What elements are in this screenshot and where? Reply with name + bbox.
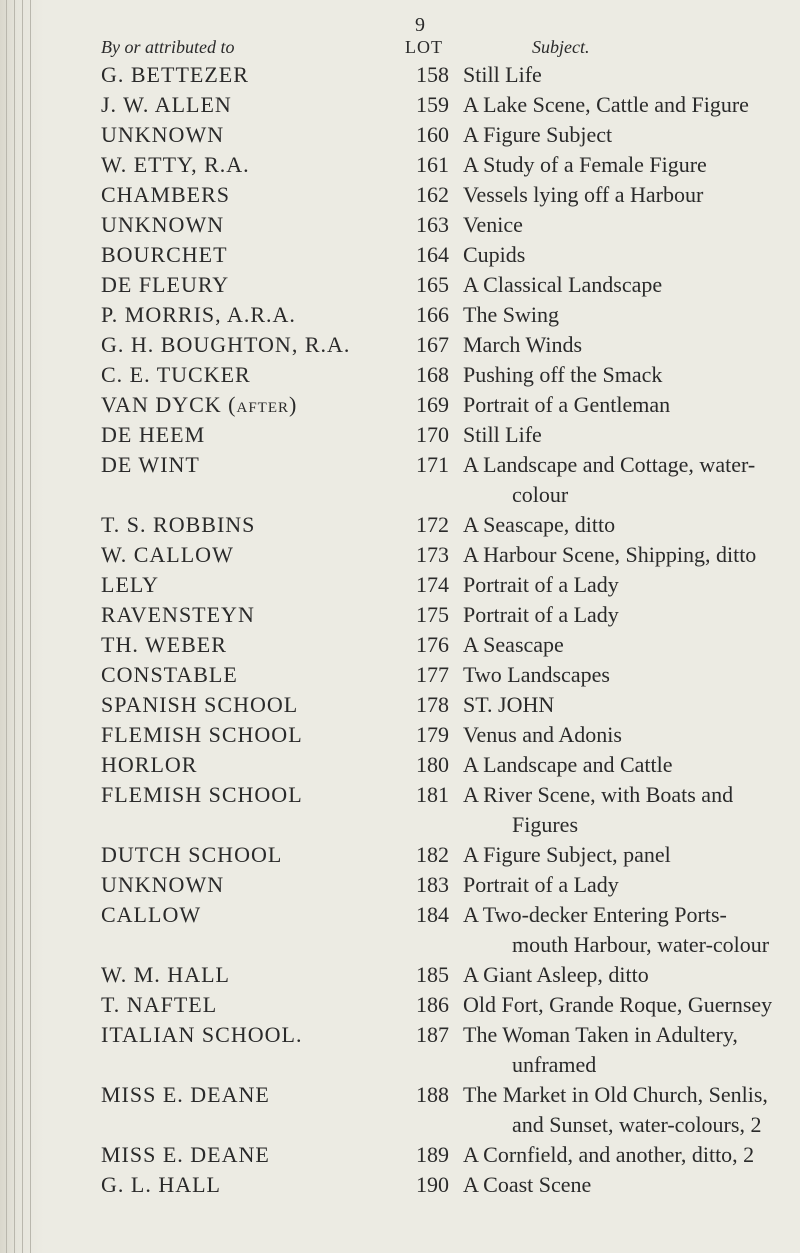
lot-artist	[101, 600, 411, 630]
lot-artist-text: DE HEEM	[101, 422, 206, 447]
lot-subject: Still Life	[463, 62, 542, 87]
lot-artist	[101, 720, 411, 750]
lot-artist	[101, 270, 411, 300]
lot-subject: The Swing	[463, 302, 559, 327]
lot-number: 160	[416, 122, 449, 147]
lot-row	[0, 420, 800, 450]
lot-number: 176	[416, 632, 449, 657]
lot-subject-continuation: unframed	[512, 1052, 597, 1077]
lot-subject: A River Scene, with Boats and	[463, 782, 734, 807]
lot-artist-text: W. CALLOW	[101, 542, 234, 567]
lot-artist-text: CALLOW	[101, 902, 202, 927]
lot-subject-continuation: Figures	[512, 812, 578, 837]
page-number: 9	[415, 14, 425, 36]
lot-artist-text: RAVENSTEYN	[101, 602, 255, 627]
lot-number: 183	[416, 872, 449, 897]
lot-subject-continuation: and Sunset, water-colours, 2	[512, 1112, 762, 1137]
lot-row	[0, 240, 800, 270]
lot-number: 177	[416, 662, 449, 687]
lot-artist-text: DE WINT	[101, 452, 200, 477]
lot-artist-text: W. ETTY, R.A.	[101, 152, 250, 177]
lot-artist-text: CONSTABLE	[101, 662, 238, 687]
lot-row	[0, 870, 800, 900]
lot-number: 159	[416, 92, 449, 117]
lot-artist	[101, 750, 411, 780]
lot-row	[0, 150, 800, 180]
lot-subject: A Landscape and Cattle	[463, 752, 673, 777]
lot-subject: Cupids	[463, 242, 526, 267]
lot-artist	[101, 90, 411, 120]
lot-artist	[101, 300, 411, 330]
lot-subject: Venice	[463, 212, 523, 237]
lot-artist-text: VAN DYCK (after)	[101, 392, 298, 417]
lot-number: 175	[416, 602, 449, 627]
lot-row	[0, 1170, 800, 1200]
lot-number: 184	[416, 902, 449, 927]
lot-number: 166	[416, 302, 449, 327]
lot-number: 158	[416, 62, 449, 87]
header-lot: LOT	[405, 37, 443, 57]
lot-subject: Portrait of a Lady	[463, 602, 619, 627]
lot-row	[0, 630, 800, 660]
lot-artist-text: T. NAFTEL	[101, 992, 218, 1017]
lot-number: 169	[416, 392, 449, 417]
lot-artist	[101, 870, 411, 900]
lot-row	[0, 180, 800, 210]
lot-artist	[101, 240, 411, 270]
lot-number: 182	[416, 842, 449, 867]
lot-row	[0, 300, 800, 330]
lot-artist	[101, 1140, 411, 1170]
lot-subject: Portrait of a Lady	[463, 872, 619, 897]
lot-subject: A Figure Subject, panel	[463, 842, 671, 867]
lot-number: 171	[416, 452, 449, 477]
lot-artist-text: DUTCH SCHOOL	[101, 842, 283, 867]
lot-artist-text: UNKNOWN	[101, 872, 225, 897]
lot-subject: A Cornfield, and another, ditto, 2	[463, 1142, 755, 1167]
lot-row	[0, 570, 800, 600]
lot-number: 163	[416, 212, 449, 237]
lot-artist	[101, 150, 411, 180]
lot-artist	[101, 390, 411, 420]
lot-row	[0, 510, 800, 540]
lot-artist-text: J. W. ALLEN	[101, 92, 232, 117]
lot-list	[0, 60, 800, 1200]
lot-row	[0, 660, 800, 690]
lot-row	[0, 1140, 800, 1170]
lot-artist-text: UNKNOWN	[101, 212, 225, 237]
lot-artist	[101, 540, 411, 570]
lot-number: 162	[416, 182, 449, 207]
lot-artist	[101, 840, 411, 870]
lot-artist-text: ITALIAN SCHOOL.	[101, 1022, 303, 1047]
lot-number: 185	[416, 962, 449, 987]
lot-subject: A Seascape, ditto	[463, 512, 616, 537]
lot-number: 165	[416, 272, 449, 297]
lot-row	[0, 720, 800, 750]
lot-row	[0, 1020, 800, 1050]
lot-subject: Two Landscapes	[463, 662, 610, 687]
lot-artist	[101, 960, 411, 990]
lot-subject: The Woman Taken in Adultery,	[463, 1022, 738, 1047]
lot-subject-continuation: colour	[512, 482, 569, 507]
lot-number: 186	[416, 992, 449, 1017]
lot-artist-text: SPANISH SCHOOL	[101, 692, 299, 717]
header-artist: By or attributed to	[101, 37, 235, 57]
lot-number: 190	[416, 1172, 449, 1197]
lot-artist-text: W. M. HALL	[101, 962, 230, 987]
lot-artist-text: MISS E. DEANE	[101, 1142, 270, 1167]
lot-subject: A Seascape	[463, 632, 564, 657]
lot-row	[0, 390, 800, 420]
lot-row	[0, 270, 800, 300]
lot-subject: A Two-decker Entering Ports-	[463, 902, 727, 927]
lot-artist-text: LELY	[101, 572, 160, 597]
lot-row	[0, 840, 800, 870]
lot-row	[0, 210, 800, 240]
lot-artist-text: MISS E. DEANE	[101, 1082, 270, 1107]
lot-subject: A Classical Landscape	[463, 272, 663, 297]
lot-artist	[101, 360, 411, 390]
lot-artist-text: G. L. HALL	[101, 1172, 221, 1197]
lot-row	[0, 780, 800, 810]
lot-subject: A Figure Subject	[463, 122, 613, 147]
lot-number: 173	[416, 542, 449, 567]
lot-artist	[101, 990, 411, 1020]
lot-subject: Portrait of a Gentleman	[463, 392, 671, 417]
lot-artist	[101, 120, 411, 150]
lot-artist	[101, 180, 411, 210]
lot-row	[0, 120, 800, 150]
lot-row-continuation	[0, 1110, 800, 1140]
lot-number: 181	[416, 782, 449, 807]
lot-subject: A Study of a Female Figure	[463, 152, 707, 177]
lot-subject: Venus and Adonis	[463, 722, 622, 747]
lot-artist-text: C. E. TUCKER	[101, 362, 251, 387]
lot-subject: Pushing off the Smack	[463, 362, 663, 387]
lot-number: 187	[416, 1022, 449, 1047]
lot-subject: Old Fort, Grande Roque, Guernsey	[463, 992, 773, 1017]
lot-artist-text: T. S. ROBBINS	[101, 512, 256, 537]
lot-row	[0, 750, 800, 780]
lot-row	[0, 540, 800, 570]
lot-subject: Vessels lying off a Harbour	[463, 182, 704, 207]
lot-row-continuation	[0, 930, 800, 960]
lot-subject: A Coast Scene	[463, 1172, 592, 1197]
lot-subject: A Lake Scene, Cattle and Figure	[463, 92, 749, 117]
lot-row	[0, 60, 800, 90]
lot-row	[0, 330, 800, 360]
lot-subject: A Landscape and Cottage, water-	[463, 452, 756, 477]
lot-artist-text: TH. WEBER	[101, 632, 227, 657]
lot-artist-text: BOURCHET	[101, 242, 228, 267]
lot-row	[0, 450, 800, 480]
lot-artist	[101, 510, 411, 540]
lot-row-continuation	[0, 1050, 800, 1080]
lot-artist	[101, 420, 411, 450]
lot-artist	[101, 1170, 411, 1200]
header-subject: Subject.	[532, 37, 590, 57]
lot-artist-text: DE FLEURY	[101, 272, 230, 297]
lot-subject: Still Life	[463, 422, 542, 447]
lot-row	[0, 690, 800, 720]
lot-number: 188	[416, 1082, 449, 1107]
lot-row-continuation	[0, 810, 800, 840]
lot-row-continuation	[0, 480, 800, 510]
lot-subject: A Giant Asleep, ditto	[463, 962, 649, 987]
lot-artist	[101, 690, 411, 720]
lot-subject: Portrait of a Lady	[463, 572, 619, 597]
lot-artist	[101, 1020, 411, 1050]
lot-number: 178	[416, 692, 449, 717]
lot-row	[0, 900, 800, 930]
lot-number: 164	[416, 242, 449, 267]
lot-artist-text: FLEMISH SCHOOL	[101, 782, 303, 807]
lot-artist-text: G. BETTEZER	[101, 62, 249, 87]
lot-artist	[101, 660, 411, 690]
lot-artist	[101, 780, 411, 810]
lot-row	[0, 1080, 800, 1110]
lot-subject-continuation: mouth Harbour, water-colour	[512, 932, 770, 957]
lot-subject: A Harbour Scene, Shipping, ditto	[463, 542, 757, 567]
lot-number: 172	[416, 512, 449, 537]
lot-artist	[101, 900, 411, 930]
lot-number: 161	[416, 152, 449, 177]
lot-artist	[101, 630, 411, 660]
lot-artist	[101, 210, 411, 240]
lot-number: 170	[416, 422, 449, 447]
lot-number: 168	[416, 362, 449, 387]
lot-number: 180	[416, 752, 449, 777]
lot-artist	[101, 450, 411, 480]
lot-artist	[101, 1080, 411, 1110]
lot-artist-text: G. H. BOUGHTON, R.A.	[101, 332, 351, 357]
lot-row	[0, 960, 800, 990]
lot-row	[0, 990, 800, 1020]
lot-number: 189	[416, 1142, 449, 1167]
lot-row	[0, 90, 800, 120]
lot-row	[0, 600, 800, 630]
lot-subject: March Winds	[463, 332, 583, 357]
lot-number: 167	[416, 332, 449, 357]
lot-artist-text: P. MORRIS, A.R.A.	[101, 302, 296, 327]
lot-artist	[101, 570, 411, 600]
lot-artist-text: HORLOR	[101, 752, 198, 777]
lot-subject: ST. JOHN	[463, 692, 555, 717]
lot-artist-text: FLEMISH SCHOOL	[101, 722, 303, 747]
lot-artist-text: UNKNOWN	[101, 122, 225, 147]
lot-number: 179	[416, 722, 449, 747]
lot-subject: The Market in Old Church, Senlis,	[463, 1082, 768, 1107]
lot-artist	[101, 60, 411, 90]
lot-artist-text: CHAMBERS	[101, 182, 231, 207]
lot-number: 174	[416, 572, 449, 597]
lot-row	[0, 360, 800, 390]
lot-artist	[101, 330, 411, 360]
